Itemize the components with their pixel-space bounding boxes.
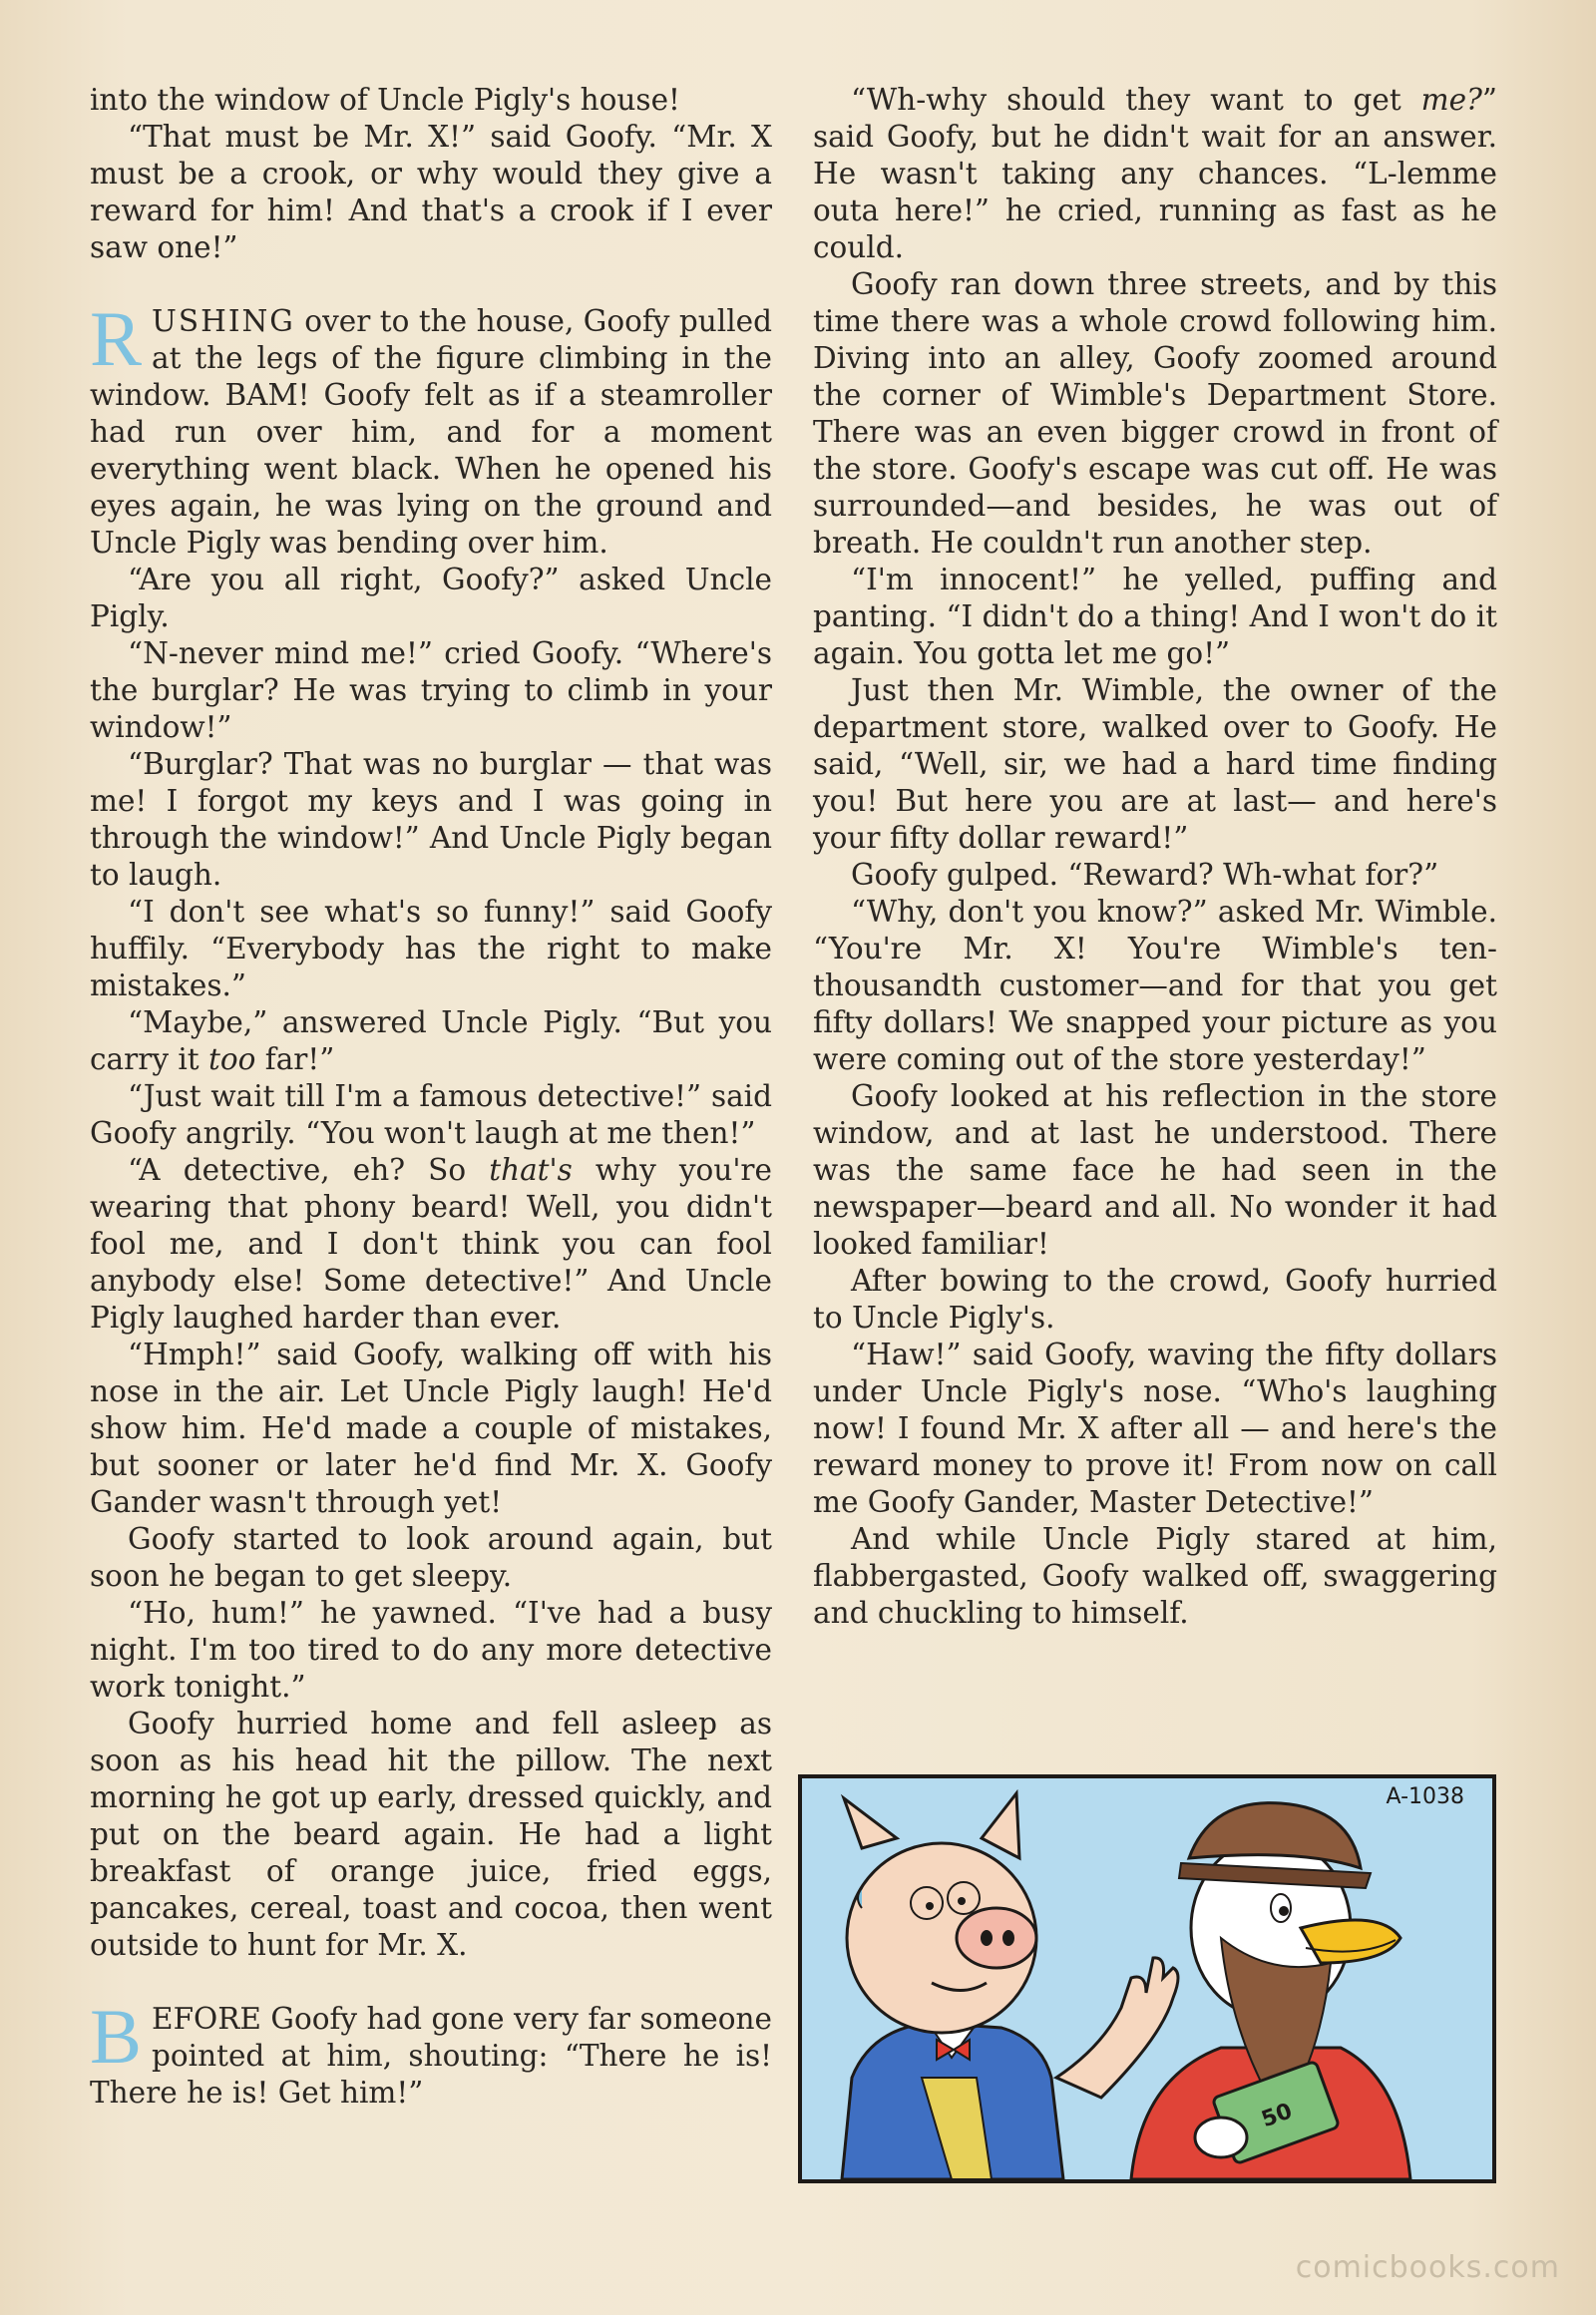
smallcaps-lead: USHING: [152, 304, 295, 338]
paragraph: “I'm innocent!” he yelled, puffing and panting. “I didn't do a thing! And I won't do it again. You gotta let me go!”: [813, 563, 1497, 670]
paragraph: Goofy hurried home and fell asleep as soon as his head hit the pillow. The next morning he got up early, dressed quickly, and put on the beard again. He had a light breakfast of orange juice, fried eggs, pancakes, cereal, toast and cocoa, then went outside to hunt for Mr. X.: [90, 1707, 772, 1962]
paragraph: “Burglar? That was no burglar — that was me! I forgot my keys and I was going in through the window!” And Uncle Pigly began to laugh.: [90, 747, 772, 892]
paragraph: “That must be Mr. X!” said Goofy. “Mr. X must be a crook, or why would they give a reward for him! And that's a crook if I ever saw one!”: [90, 120, 772, 264]
text-run: “Maybe,” answered Uncle Pigly. “But you carry it: [90, 1005, 772, 1076]
paragraph-dropcap: [90, 1993, 772, 2112]
paragraph-text: over to the house, Goofy pulled at the legs of the figure climbing in the window. BAM! Goofy felt as if a steamroller had run over him, and for a moment everything went black. When he opened his eyes again, he was lying on the ground and Uncle Pigly was bending over him.: [90, 304, 772, 560]
pigly-and-goofy-drawing: [802, 1778, 1492, 2179]
paragraph: After bowing to the crowd, Goofy hurried to Uncle Pigly's.: [813, 1264, 1497, 1335]
emphasis: too: [208, 1042, 256, 1076]
text-run: why you're wearing that phony beard! Well, you didn't fool me, and I don't think you can fool anybody else! Some detective!” And Uncle Pigly laughed harder than ever.: [90, 1153, 772, 1335]
drop-cap-letter: B: [90, 1993, 143, 2080]
text-run: far!”: [255, 1042, 335, 1076]
right-text-column: [813, 82, 1497, 1632]
paragraph: “I don't see what's so funny!” said Goofy huffily. “Everybody has the right to make mistakes.”: [90, 895, 772, 1002]
paragraph: Goofy ran down three streets, and by this time there was a whole crowd following him. Diving into an alley, Goofy zoomed around the corner of Wimble's Department Store. There was an even bigger crowd in front of the store. Goofy's escape was cut off. He was surrounded—and besides, he was out of breath. He couldn't run another step.: [813, 267, 1497, 560]
paragraph: Goofy started to look around again, but soon he began to get sleepy.: [90, 1522, 772, 1593]
paragraph: Goofy looked at his reflection in the store window, and at last he understood. There was the same face he had seen in the newspaper—beard and all. No wonder it had looked familiar!: [813, 1079, 1497, 1261]
bill-text: 50: [1258, 2099, 1296, 2133]
paragraph: “Why, don't you know?” asked Mr. Wimble. “You're Mr. X! You're Wimble's ten-thousandth customer—and for that you get fifty dollars! We snapped your picture as you were coming out of the store yesterday!”: [813, 895, 1497, 1076]
paragraph: And while Uncle Pigly stared at him, flabbergasted, Goofy walked off, swaggering and chuckling to himself.: [813, 1522, 1497, 1630]
paragraph: into the window of Uncle Pigly's house!: [90, 83, 680, 117]
text-run: ” said Goofy, but he didn't wait for an answer. He wasn't taking any chances. “L-lemme outa here!” he cried, running as fast as he could.: [813, 83, 1497, 264]
paragraph: “Are you all right, Goofy?” asked Uncle Pigly.: [90, 563, 772, 633]
drop-cap-letter: R: [90, 295, 143, 382]
paragraph: “Hmph!” said Goofy, walking off with his nose in the air. Let Uncle Pigly laugh! He'd show him. He'd made a couple of mistakes, but sooner or later he'd find Mr. X. Goofy Gander wasn't through yet!: [90, 1338, 772, 1519]
left-text-column: [90, 82, 772, 2112]
paragraph-text: EFORE Goofy had gone very far someone pointed at him, shouting: “There he is! There he is! Get him!”: [90, 2002, 772, 2110]
paragraph: [813, 82, 1497, 266]
paragraph: “Just wait till I'm a famous detective!” said Goofy angrily. “You won't laugh at me then!”: [90, 1079, 772, 1150]
paragraph: [90, 1004, 772, 1078]
text-run: “A detective, eh? So: [128, 1153, 490, 1187]
text-run: “Wh-why should they want to get: [851, 83, 1421, 117]
paragraph: Goofy gulped. “Reward? Wh-what for?”: [851, 858, 1439, 892]
panel-code: A-1038: [1386, 1784, 1464, 1809]
paragraph: Just then Mr. Wimble, the owner of the department store, walked over to Goofy. He said, “Well, sir, we had a hard time finding you! But here you are at last— and here's your fifty dollar reward!”: [813, 673, 1497, 855]
emphasis: me?: [1420, 83, 1482, 117]
emphasis: that's: [489, 1153, 573, 1187]
watermark: comicbooks.com: [1295, 2250, 1560, 2285]
paragraph-dropcap: [90, 295, 772, 562]
paragraph: “Haw!” said Goofy, waving the fifty dollars under Uncle Pigly's nose. “Who's laughing now! I found Mr. X after all — and here's the reward money to prove it! From now on call me Goofy Gander, Master Detective!”: [813, 1338, 1497, 1519]
paragraph: “N-never mind me!” cried Goofy. “Where's the burglar? He was trying to climb in your window!”: [90, 636, 772, 744]
paragraph: [90, 1152, 772, 1337]
paragraph: “Ho, hum!” he yawned. “I've had a busy night. I'm too tired to do any more detective work tonight.”: [90, 1596, 772, 1704]
uncle-pigly-figure: [842, 1793, 1178, 2179]
comic-panel-illustration: [798, 1774, 1496, 2183]
